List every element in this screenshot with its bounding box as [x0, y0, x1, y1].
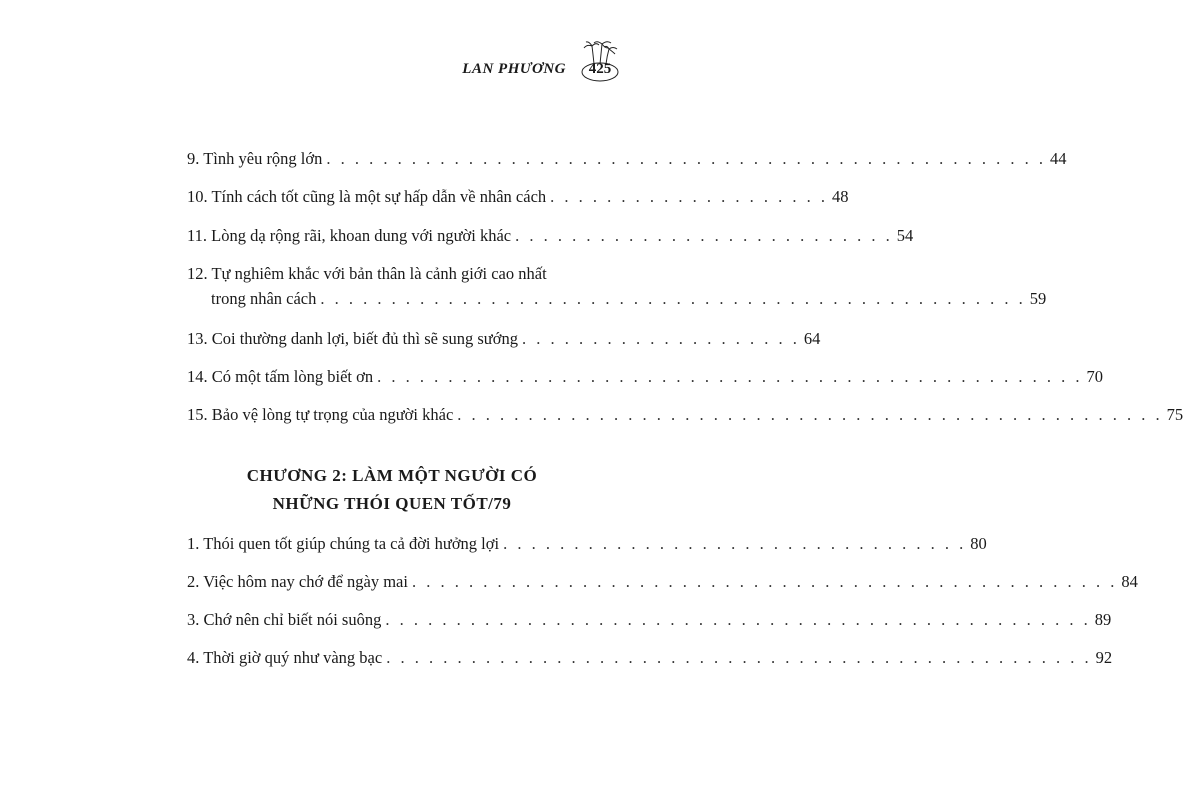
- toc-entry-title: 3. Chớ nên chỉ biết nói suông: [187, 610, 382, 629]
- page-number: 425: [588, 61, 612, 77]
- toc-entry[interactable]: [187, 405, 1183, 429]
- toc-entry-page: 59: [1029, 289, 1047, 308]
- dot-leader: . . . . . . . . . . . . . . . . . . . . . . . . . . . . . . . . . . . . . . . . . . . . . . . . . . .: [326, 149, 1046, 168]
- toc-entry-page: 80: [970, 534, 987, 553]
- toc-entry-page: 89: [1094, 610, 1112, 629]
- dot-leader: . . . . . . . . . . . . . . . . . . . .: [550, 187, 829, 206]
- toc-entry[interactable]: [187, 264, 597, 288]
- toc-entry-title: 13. Coi thường danh lợi, biết đủ thì sẽ sung sướng: [187, 329, 518, 348]
- toc-entry[interactable]: [187, 534, 987, 558]
- page-number-badge: [580, 40, 620, 84]
- toc-entry-page: 92: [1095, 648, 1113, 667]
- toc-entry-page: 44: [1050, 149, 1067, 168]
- dot-leader: . . . . . . . . . . . . . . . . . . . .: [521, 329, 800, 348]
- chapter-heading-line-1: CHƯƠNG 2: LÀM MỘT NGƯỜI CÓ: [246, 466, 538, 485]
- dot-leader: . . . . . . . . . . . . . . . . . . . . . . . . . . . . . . . . . . . . . . . . . . . . . . . . . .: [386, 648, 1092, 667]
- dot-leader: . . . . . . . . . . . . . . . . . . . . . . . . . . . . . . . . . . . . . . . . . . . . . . . . . .: [411, 572, 1118, 591]
- toc-entry-page: 48: [832, 187, 849, 206]
- toc-entry[interactable]: [187, 187, 849, 211]
- toc-entry-page: 84: [1121, 572, 1138, 591]
- chapter-heading-line-2: NHỮNG THÓI QUEN TỐT/79: [272, 494, 512, 513]
- dot-leader: . . . . . . . . . . . . . . . . . . . . . . . . . . . . . . . . . . . . . . . . . . . . . . . . . .: [457, 405, 1163, 424]
- dot-leader: . . . . . . . . . . . . . . . . . . . . . . . . . . . . . . . . . . . . . . . . . . . . . . . . . .: [320, 289, 1026, 308]
- toc-entry[interactable]: [187, 610, 1112, 634]
- toc-entry-title: 12. Tự nghiêm khắc với bản thân là cảnh giới cao nhất: [187, 264, 547, 283]
- toc-entry-title: 11. Lòng dạ rộng rãi, khoan dung với người khác: [187, 226, 512, 245]
- toc-entry-page: 54: [896, 226, 914, 245]
- toc-entry-page: 64: [803, 329, 821, 348]
- toc-entry-page: 75: [1166, 405, 1183, 424]
- toc-entry-title: 14. Có một tấm lòng biết ơn: [187, 367, 374, 386]
- toc-entry-title: 1. Thói quen tốt giúp chúng ta cả đời hưởng lợi: [187, 534, 500, 553]
- toc-entry-continuation[interactable]: [211, 289, 1047, 313]
- toc-entry-page: 70: [1086, 367, 1103, 386]
- toc-entry-title: 9. Tình yêu rộng lớn: [187, 149, 323, 168]
- dot-leader: . . . . . . . . . . . . . . . . . . . . . . . . . . . . . . . . . . . . . . . . . . . . . . . . . .: [385, 610, 1091, 629]
- page-header: [462, 40, 620, 84]
- toc-entry-title: 2. Việc hôm nay chớ để ngày mai: [187, 572, 408, 591]
- dot-leader: . . . . . . . . . . . . . . . . . . . . . . . . . . .: [515, 226, 893, 245]
- toc-entry-title: 15. Bảo vệ lòng tự trọng của người khác: [187, 405, 454, 424]
- running-header-author: LAN PHƯƠNG: [462, 61, 566, 77]
- toc-entry-title-continuation: trong nhân cách: [211, 289, 317, 308]
- toc-entry[interactable]: [187, 648, 1113, 672]
- toc-entry[interactable]: [187, 149, 1067, 173]
- toc-entry[interactable]: [187, 226, 914, 250]
- dot-leader: . . . . . . . . . . . . . . . . . . . . . . . . . . . . . . . . . . . . . . . . . . . . . . . . . .: [377, 367, 1083, 386]
- toc-entry-title: 4. Thời giờ quý như vàng bạc: [187, 648, 383, 667]
- dot-leader: . . . . . . . . . . . . . . . . . . . . . . . . . . . . . . . . .: [503, 534, 967, 553]
- toc-entry-title: 10. Tính cách tốt cũng là một sự hấp dẫn về nhân cách: [187, 187, 547, 206]
- toc-entry[interactable]: [187, 329, 821, 353]
- toc-entry[interactable]: [187, 367, 1103, 391]
- chapter-heading[interactable]: [187, 462, 597, 518]
- toc-entry[interactable]: [187, 572, 1138, 596]
